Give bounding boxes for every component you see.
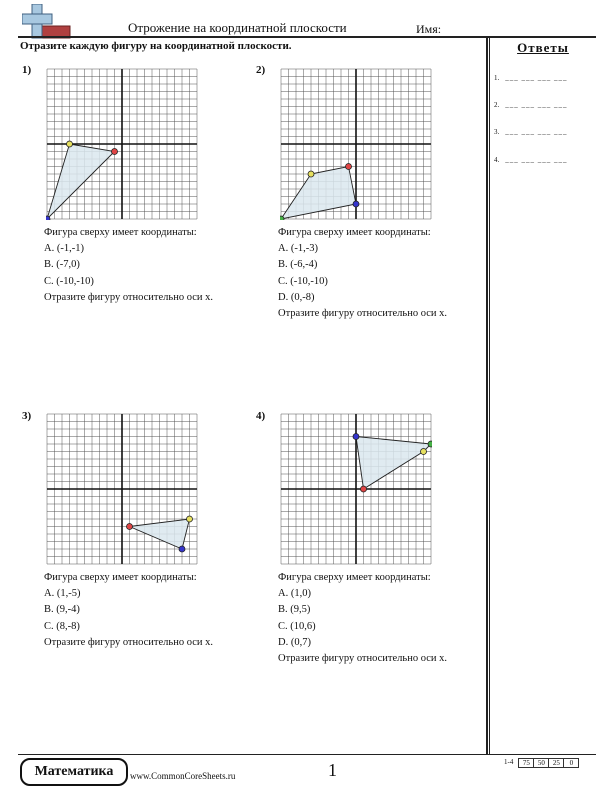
reflect-instruction: Отразите фигуру относительно оси x.	[278, 653, 447, 665]
option-c[interactable]: C. (-10,-10)	[44, 275, 94, 287]
option-a[interactable]: A. (-1,-3)	[278, 243, 318, 255]
answer-blanks: ___ ___ ___ ___	[505, 74, 568, 82]
header-divider	[18, 36, 596, 38]
option-b[interactable]: B. (9,5)	[278, 604, 311, 616]
reflect-instruction: Отразите фигуру относительно оси x.	[44, 291, 213, 303]
answer-column-divider	[486, 36, 488, 754]
problem-number: 3)	[22, 410, 32, 422]
coordinate-grid-1	[46, 68, 198, 220]
option-b[interactable]: B. (9,-4)	[44, 604, 80, 616]
coordinate-grid-3	[46, 413, 198, 565]
answer-number: 3.	[494, 128, 500, 136]
answer-blanks: ___ ___ ___ ___	[505, 101, 568, 109]
score-cell: 75	[518, 758, 534, 768]
answer-line-2[interactable]	[494, 101, 568, 109]
option-b[interactable]: B. (-6,-4)	[278, 259, 318, 271]
page-number: 1	[328, 760, 337, 780]
option-c[interactable]: C. (-10,-10)	[278, 275, 328, 287]
vertex-point	[67, 141, 73, 147]
answer-number: 4.	[494, 156, 500, 164]
brand-badge: Математика	[20, 758, 128, 786]
score-cell: 0	[563, 758, 579, 768]
vertex-point	[353, 201, 359, 207]
score-cell: 25	[548, 758, 564, 768]
name-label: Имя:	[416, 22, 442, 36]
vertex-point	[428, 441, 432, 447]
answer-number: 1.	[494, 74, 500, 82]
instructions: Отразите каждую фигуру на координатной плоскости.	[20, 40, 292, 52]
option-d[interactable]: D. (0,-8)	[278, 291, 315, 303]
site-link[interactable]: www.CommonCoreSheets.ru	[130, 771, 236, 781]
score-box	[504, 758, 579, 768]
option-d[interactable]: D. (0,7)	[278, 636, 311, 648]
vertex-point	[112, 149, 118, 155]
option-a[interactable]: A. (-1,-1)	[44, 243, 84, 255]
vertex-point	[179, 546, 185, 552]
vertex-point	[353, 434, 359, 440]
option-a[interactable]: A. (1,0)	[278, 588, 311, 600]
option-c[interactable]: C. (8,-8)	[44, 620, 80, 632]
page-title: Отрожение на координатной плоскости	[128, 20, 347, 35]
vertex-point	[421, 449, 427, 455]
logo-icon	[22, 4, 72, 40]
answers-heading: Ответы	[517, 40, 569, 55]
problem-text-4	[278, 570, 447, 667]
problem-text-2	[278, 225, 447, 322]
problem-text-3	[44, 570, 213, 651]
option-c[interactable]: C. (10,6)	[278, 620, 316, 632]
problem-number: 4)	[256, 410, 266, 422]
problem-number: 1)	[22, 64, 32, 76]
problem-number: 2)	[256, 64, 266, 76]
score-range: 1-4	[504, 758, 514, 766]
answer-number: 2.	[494, 101, 500, 109]
answer-line-3[interactable]	[494, 128, 568, 136]
reflect-instruction: Отразите фигуру относительно оси x.	[278, 308, 447, 320]
vertex-point	[187, 516, 193, 522]
vertex-point	[46, 216, 50, 220]
question-text: Фигура сверху имеет координаты:	[278, 227, 431, 238]
vertex-point	[280, 216, 284, 220]
answer-blanks: ___ ___ ___ ___	[505, 128, 568, 136]
reflect-instruction: Отразите фигуру относительно оси x.	[44, 636, 213, 648]
problem-text-1	[44, 225, 213, 306]
option-b[interactable]: B. (-7,0)	[44, 259, 80, 271]
vertex-point	[361, 486, 367, 492]
answer-blanks: ___ ___ ___ ___	[505, 156, 568, 164]
answer-column-divider-inner	[489, 36, 490, 754]
coordinate-grid-4	[280, 413, 432, 565]
answer-line-4[interactable]	[494, 156, 568, 164]
answer-line-1[interactable]	[494, 74, 568, 82]
question-text: Фигура сверху имеет координаты:	[278, 572, 431, 583]
score-cell: 50	[533, 758, 549, 768]
vertex-point	[127, 524, 133, 530]
option-a[interactable]: A. (1,-5)	[44, 588, 81, 600]
question-text: Фигура сверху имеет координаты:	[44, 227, 197, 238]
vertex-point	[308, 171, 314, 177]
footer-divider	[18, 754, 596, 755]
vertex-point	[346, 164, 352, 170]
question-text: Фигура сверху имеет координаты:	[44, 572, 197, 583]
coordinate-grid-2	[280, 68, 432, 220]
